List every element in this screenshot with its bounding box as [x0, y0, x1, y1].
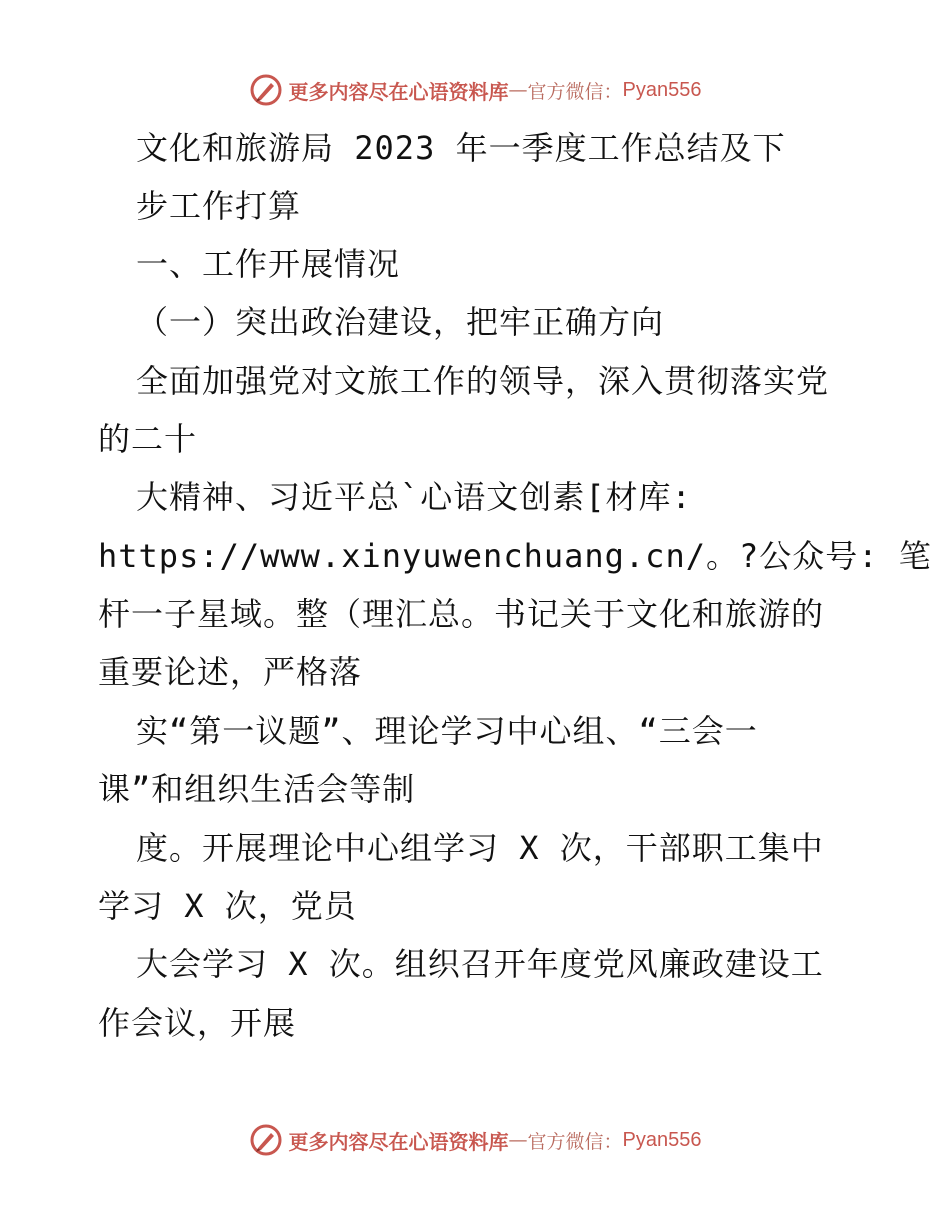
paragraph-line: 实“第一议题”、理论学习中心组、“三会一: [136, 712, 758, 750]
watermark-main-text: 更多内容尽在心语资料库: [288, 1129, 509, 1154]
paragraph-line: 学习 X 次，党员: [98, 887, 357, 925]
subsection-heading: （一）突出政治建设，把牢正确方向: [136, 303, 665, 341]
watermark-dash: —: [508, 79, 528, 101]
paragraph-line: 杆一子星域。整（理汇总。书记关于文化和旅游的: [98, 595, 825, 633]
section-heading: 一、工作开展情况: [136, 245, 401, 283]
watermark-main-text: 更多内容尽在心语资料库: [288, 79, 509, 104]
paragraph-line: https://www.xinyuwenchuang.cn/。?公众号: 笔: [98, 537, 932, 575]
watermark-label: 官方微信：: [527, 80, 623, 103]
paragraph-line: 大精神、习近平总`心语文创素[材库:: [136, 478, 692, 516]
doc-title-line-2: 步工作打算: [136, 187, 302, 225]
paragraph-line: 全面加强党对文旅工作的领导，深入贯彻落实党: [136, 362, 830, 400]
paragraph-line: 度。开展理论中心组学习 X 次，干部职工集中: [136, 829, 824, 867]
paragraph-line: 的二十: [98, 420, 198, 458]
watermark-label: 官方微信：: [527, 1130, 623, 1153]
paragraph-line: 重要论述，严格落: [98, 653, 363, 691]
watermark-id: Pyan556: [622, 1128, 702, 1151]
pen-logo-icon: [249, 1123, 283, 1157]
header-watermark: [0, 70, 950, 110]
watermark-id: Pyan556: [622, 78, 702, 101]
paragraph-line: 大会学习 X 次。组织召开年度党风廉政建设工: [136, 945, 824, 983]
paragraph-line: 作会议，开展: [98, 1004, 297, 1042]
pen-logo-icon: [249, 73, 283, 107]
watermark-dash: —: [508, 1129, 528, 1151]
footer-watermark: [0, 1120, 950, 1160]
doc-title-line-1: 文化和旅游局 2023 年一季度工作总结及下: [136, 129, 786, 167]
paragraph-line: 课”和组织生活会等制: [98, 770, 416, 808]
